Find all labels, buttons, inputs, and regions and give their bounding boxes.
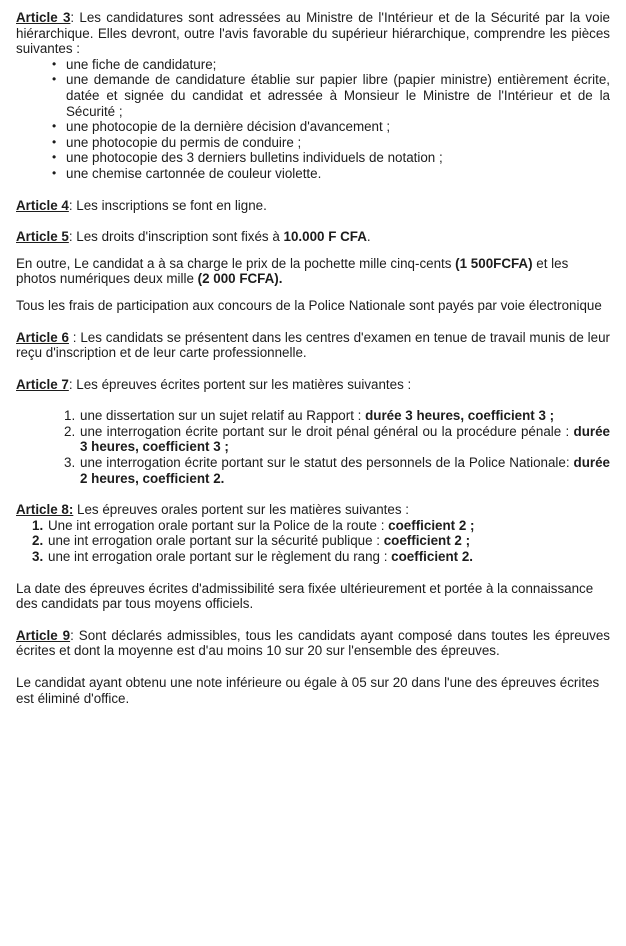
item-text: une dissertation sur un sujet relatif au Rapport : [80,408,366,424]
article-6-label: Article 6 [16,329,69,345]
article-7-text: : Les épreuves écrites portent sur les matières suivantes : [68,376,412,392]
article-8-label: Article 8: [16,502,74,518]
article-4-label: Article 4 [16,197,69,213]
article-9-paragraph [16,628,610,659]
article-5-amount-end: . [366,229,371,245]
article-5-extra-text: En outre, Le candidat a à sa charge le prix de la pochette mille cinq-cents [16,255,456,271]
article-8-paragraph [16,502,610,518]
item-text: Une int errogation orale portant sur la Police de la route : [48,517,389,533]
article-5-extra-costs [16,256,610,287]
article-4-text: : Les inscriptions se font en ligne. [68,197,267,213]
item-text: une int errogation orale portant sur la sécurité publique : [48,533,384,549]
list-item [32,518,610,534]
list-item: • une chemise cartonnée de couleur violette. [52,166,610,182]
article-3-list [16,57,610,182]
item-coefficient: coefficient 2. [391,549,474,565]
list-item: • une fiche de candidature; [52,57,610,73]
item-number: 1. [32,517,44,533]
item-duration-coefficient: durée 3 heures, coefficient 3 ; [80,423,610,455]
article-7-paragraph [16,377,610,393]
item-text: une interrogation écrite portant sur le statut des personnels de la Police Nationale: [80,455,574,471]
item-number: 3. [64,455,76,471]
list-item: • une photocopie de la dernière décision d'avancement ; [52,119,610,135]
item-duration-coefficient: durée 3 heures, coefficient 3 ; [365,408,555,424]
list-item [64,424,610,455]
list-item: • une photocopie du permis de conduire ; [52,135,610,151]
item-number: 3. [32,549,44,565]
article-3-paragraph [16,10,610,57]
list-item [32,549,610,565]
article-3-text: : Les candidatures sont adressées au Ministre de l'Intérieur et de la Sécurité par la voie hiérarchique. Elles devront, outre l'avis favorable du supérieur hiérarchique, comprendre les pièces suivantes : [16,10,610,57]
item-coefficient: coefficient 2 ; [383,533,471,549]
article-9-elimination-note: Le candidat ayant obtenu une note inférieure ou égale à 05 sur 20 dans l'une des épreuves écrites est éliminé d'office. [16,675,600,706]
article-5-pochette-price: (1 500FCFA) [455,255,533,271]
item-number: 2. [64,423,76,439]
article-5-amount: 10.000 F CFA [283,229,367,245]
article-3-label: Article 3 [16,10,71,25]
item-number: 2. [32,533,44,549]
item-text: une interrogation écrite portant sur le droit pénal général ou la procédure pénale : [80,423,574,439]
article-7-label: Article 7 [16,376,69,392]
article-5-paragraph [16,229,610,245]
item-duration-coefficient: durée 2 heures, coefficient 2. [80,455,610,486]
item-coefficient: coefficient 2 ; [388,517,475,533]
article-9-label: Article 9 [16,627,71,643]
list-item: • une photocopie des 3 derniers bulletins individuels de notation ; [52,150,610,166]
article-8-list [16,518,610,565]
list-item: • une demande de candidature établie sur papier libre (papier ministre) entièrement écrite, datée et signée du candidat et adressée à Monsieur le Ministre de l'Intérieur et de la Sécurité ; [52,72,610,119]
article-9-text: : Sont déclarés admissibles, tous les candidats ayant composé dans toutes les épreuves écrites et dont la moyenne est d'au moins 10 sur 20 sur l'ensemble des épreuves. [16,627,610,659]
list-item [64,408,610,424]
article-5-label: Article 5 [16,229,69,245]
list-item [64,455,610,486]
article-8-text: Les épreuves orales portent sur les matières suivantes : [73,502,409,518]
article-6-text: : Les candidats se présentent dans les centres d'examen en tenue de travail munis de leur reçu d'inscription et de leur carte professionnelle. [16,329,611,361]
list-item [32,533,610,549]
article-5-extra-mid: et les photos numériques deux mille [16,255,569,287]
article-5-payment-note: Tous les frais de participation aux concours de la Police Nationale sont payés par voie électronique [16,297,602,313]
article-5-photo-price: (2 000 FCFA). [197,271,283,287]
article-7-list [16,408,610,486]
article-4-paragraph [16,198,610,214]
item-number: 1. [64,408,76,424]
admissibility-date-note: La date des épreuves écrites d'admissibilité sera fixée ultérieurement et portée à la connaissance des candidats par tous moyens officiels. [16,580,594,612]
article-6-paragraph [16,330,610,361]
item-text: une int errogation orale portant sur le règlement du rang : [48,549,392,565]
article-5-text: : Les droits d'inscription sont fixés à [68,229,284,245]
